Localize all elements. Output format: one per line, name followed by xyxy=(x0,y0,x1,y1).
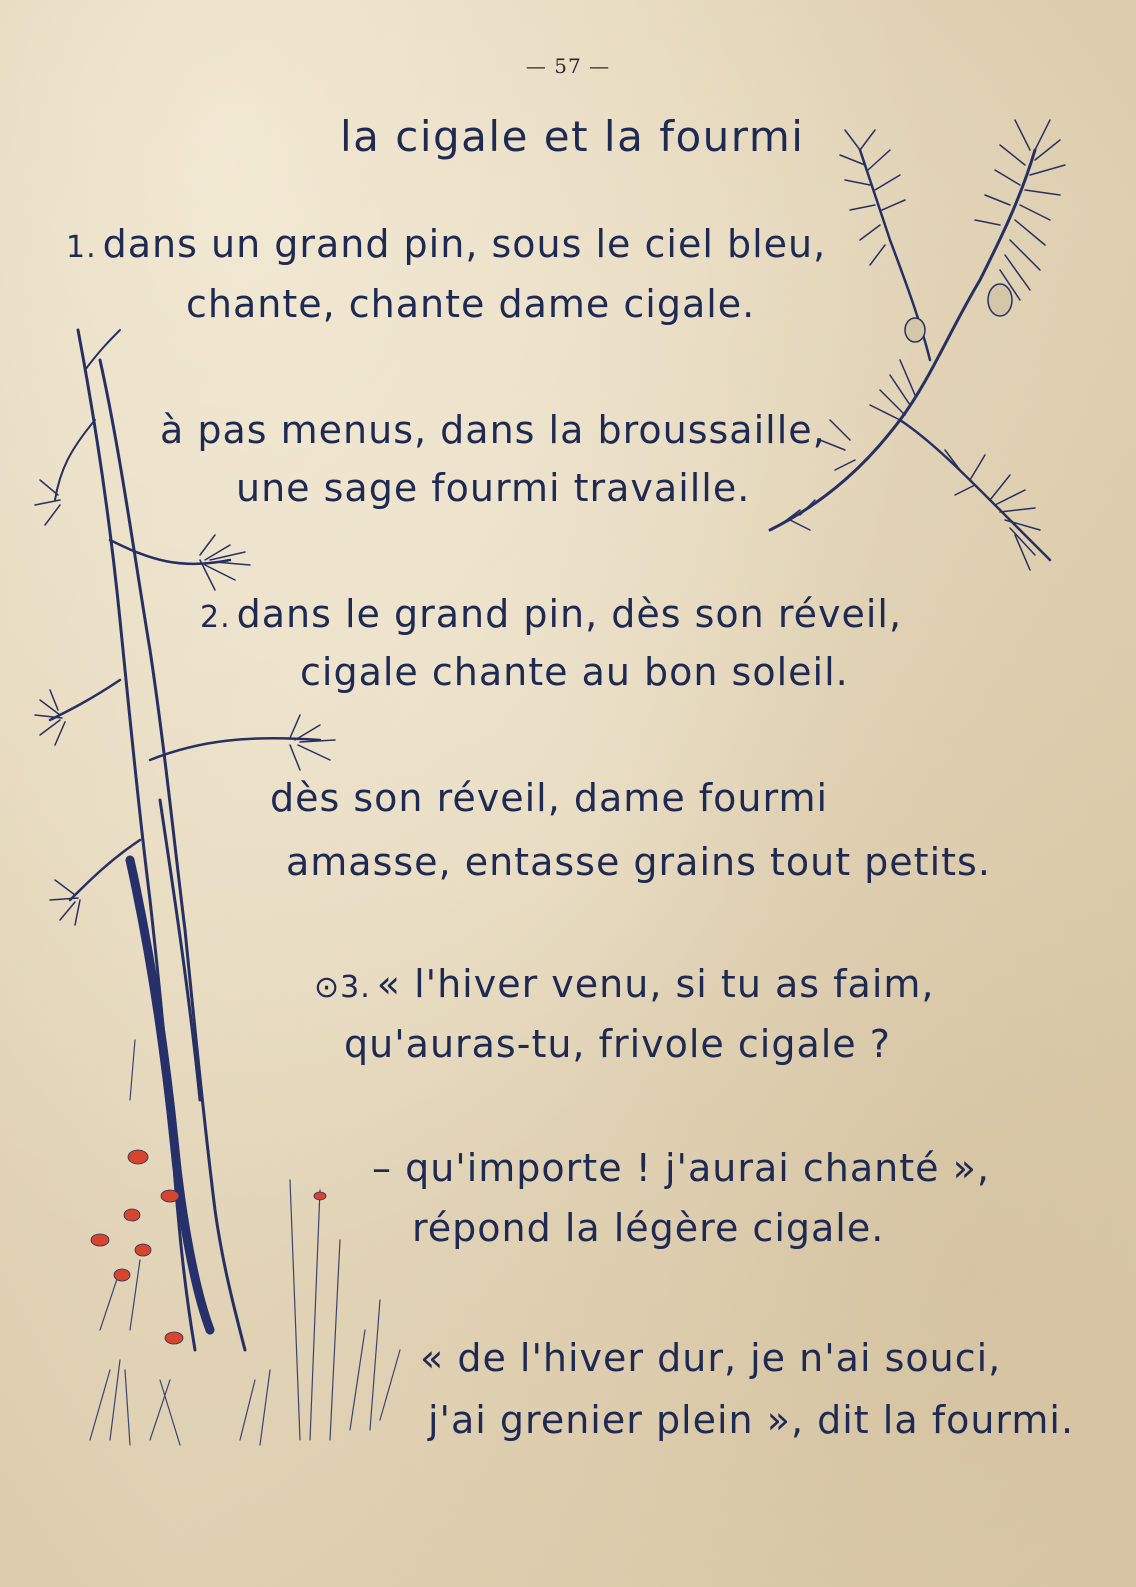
poem-line: répond la légère cigale. xyxy=(412,1206,885,1250)
poem-line: amasse, entasse grains tout petits. xyxy=(286,840,991,884)
poem-line xyxy=(314,962,934,1006)
poem-line xyxy=(66,222,826,266)
stanza-number: 2. xyxy=(200,600,231,635)
page-number: — 57 — xyxy=(525,54,611,78)
poem-line: – qu'importe ! j'aurai chanté », xyxy=(372,1146,990,1190)
poem-line: chante, chante dame cigale. xyxy=(186,282,756,326)
page-title: la cigale et la fourmi xyxy=(340,112,805,161)
poem-line: qu'auras-tu, frivole cigale ? xyxy=(344,1022,891,1066)
poem-line: une sage fourmi travaille. xyxy=(236,466,751,510)
stanza-number: ⊙3. xyxy=(314,970,371,1005)
poem-line: dès son réveil, dame fourmi xyxy=(270,776,829,820)
poem-line xyxy=(200,592,902,636)
line-text: dans un grand pin, sous le ciel bleu, xyxy=(102,222,827,266)
line-text: « l'hiver venu, si tu as faim, xyxy=(376,962,935,1006)
stanza-number: 1. xyxy=(66,230,97,265)
line-text: dans le grand pin, dès son réveil, xyxy=(236,592,903,636)
poem-line: j'ai grenier plein », dit la fourmi. xyxy=(428,1398,1075,1442)
poem-line: cigale chante au bon soleil. xyxy=(300,650,849,694)
poem-line: « de l'hiver dur, je n'ai souci, xyxy=(420,1336,1002,1380)
poem-line: à pas menus, dans la broussaille, xyxy=(160,408,826,452)
pine-branch-illustration xyxy=(770,120,1065,570)
